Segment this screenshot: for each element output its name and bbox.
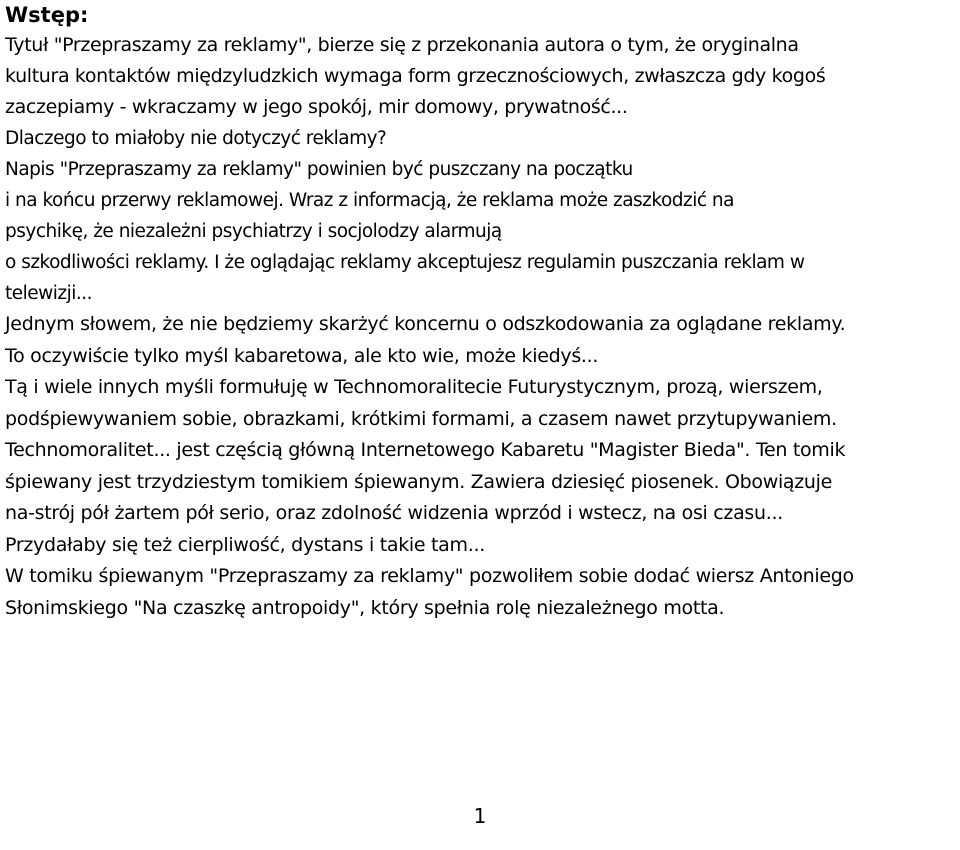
text-line: Napis "Przepraszamy za reklamy" powinien być puszczany na początku — [5, 159, 633, 180]
page-number: 1 — [473, 804, 487, 828]
text-line: kultura kontaktów międzyludzkich wymaga form grzecznościowych, zwłaszcza gdy kogoś — [5, 65, 826, 87]
text-line: o szkodliwości reklamy. I że oglądając reklamy akceptujesz regulamin puszczania reklam w — [5, 252, 805, 273]
text-line: W tomiku śpiewanym "Przepraszamy za reklamy" pozwoliłem sobie dodać wiersz Antoniego — [5, 565, 854, 587]
text-line: Słonimskiego "Na czaszkę antropoidy", który spełnia rolę niezależnego motta. — [5, 596, 725, 619]
text-line: Jednym słowem, że nie będziemy skarżyć koncernu o odszkodowania za oglądane reklamy. — [5, 313, 846, 335]
text-line: śpiewany jest trzydziestym tomikiem śpiewanym. Zawiera dziesięć piosenek. Obowiązuje — [5, 470, 833, 493]
text-line: To oczywiście tylko myśl kabaretowa, ale kto wie, może kiedyś... — [5, 344, 599, 367]
text-line: psychikę, że niezależni psychiatrzy i socjolodzy alarmują — [5, 221, 502, 242]
text-line: Tą i wiele innych myśli formułuję w Technomoralitecie Futurystycznym, prozą, wierszem, — [5, 376, 823, 398]
text-line: Przydałaby się też cierpliwość, dystans i takie tam... — [5, 533, 485, 556]
section-heading: Wstęp: — [5, 3, 89, 27]
text-line: podśpiewywaniem sobie, obrazkami, krótkimi formami, a czasem nawet przytupywaniem. — [5, 407, 837, 430]
paragraph-advertising — [5, 123, 957, 309]
paragraph-technomoralitet — [5, 309, 957, 624]
text-line: telewizji... — [5, 283, 93, 304]
text-line: i na końcu przerwy reklamowej. Wraz z informacją, że reklama może zaszkodzić na — [5, 190, 734, 211]
text-line: zaczepiamy - wkraczamy w jego spokój, mir domowy, prywatność... — [5, 96, 628, 118]
document-page — [5, 0, 957, 624]
paragraph-intro — [5, 30, 957, 123]
text-line: na-strój pół żartem pół serio, oraz zdolność widzenia wprzód i wstecz, na osi czasu... — [5, 502, 783, 524]
text-line: Dlaczego to miałoby nie dotyczyć reklamy? — [5, 128, 387, 149]
text-line: Technomoralitet... jest częścią główną Internetowego Kabaretu "Magister Bieda". Ten tomik — [5, 439, 846, 461]
text-line: Tytuł "Przepraszamy za reklamy", bierze się z przekonania autora o tym, że oryginalna — [5, 34, 799, 56]
